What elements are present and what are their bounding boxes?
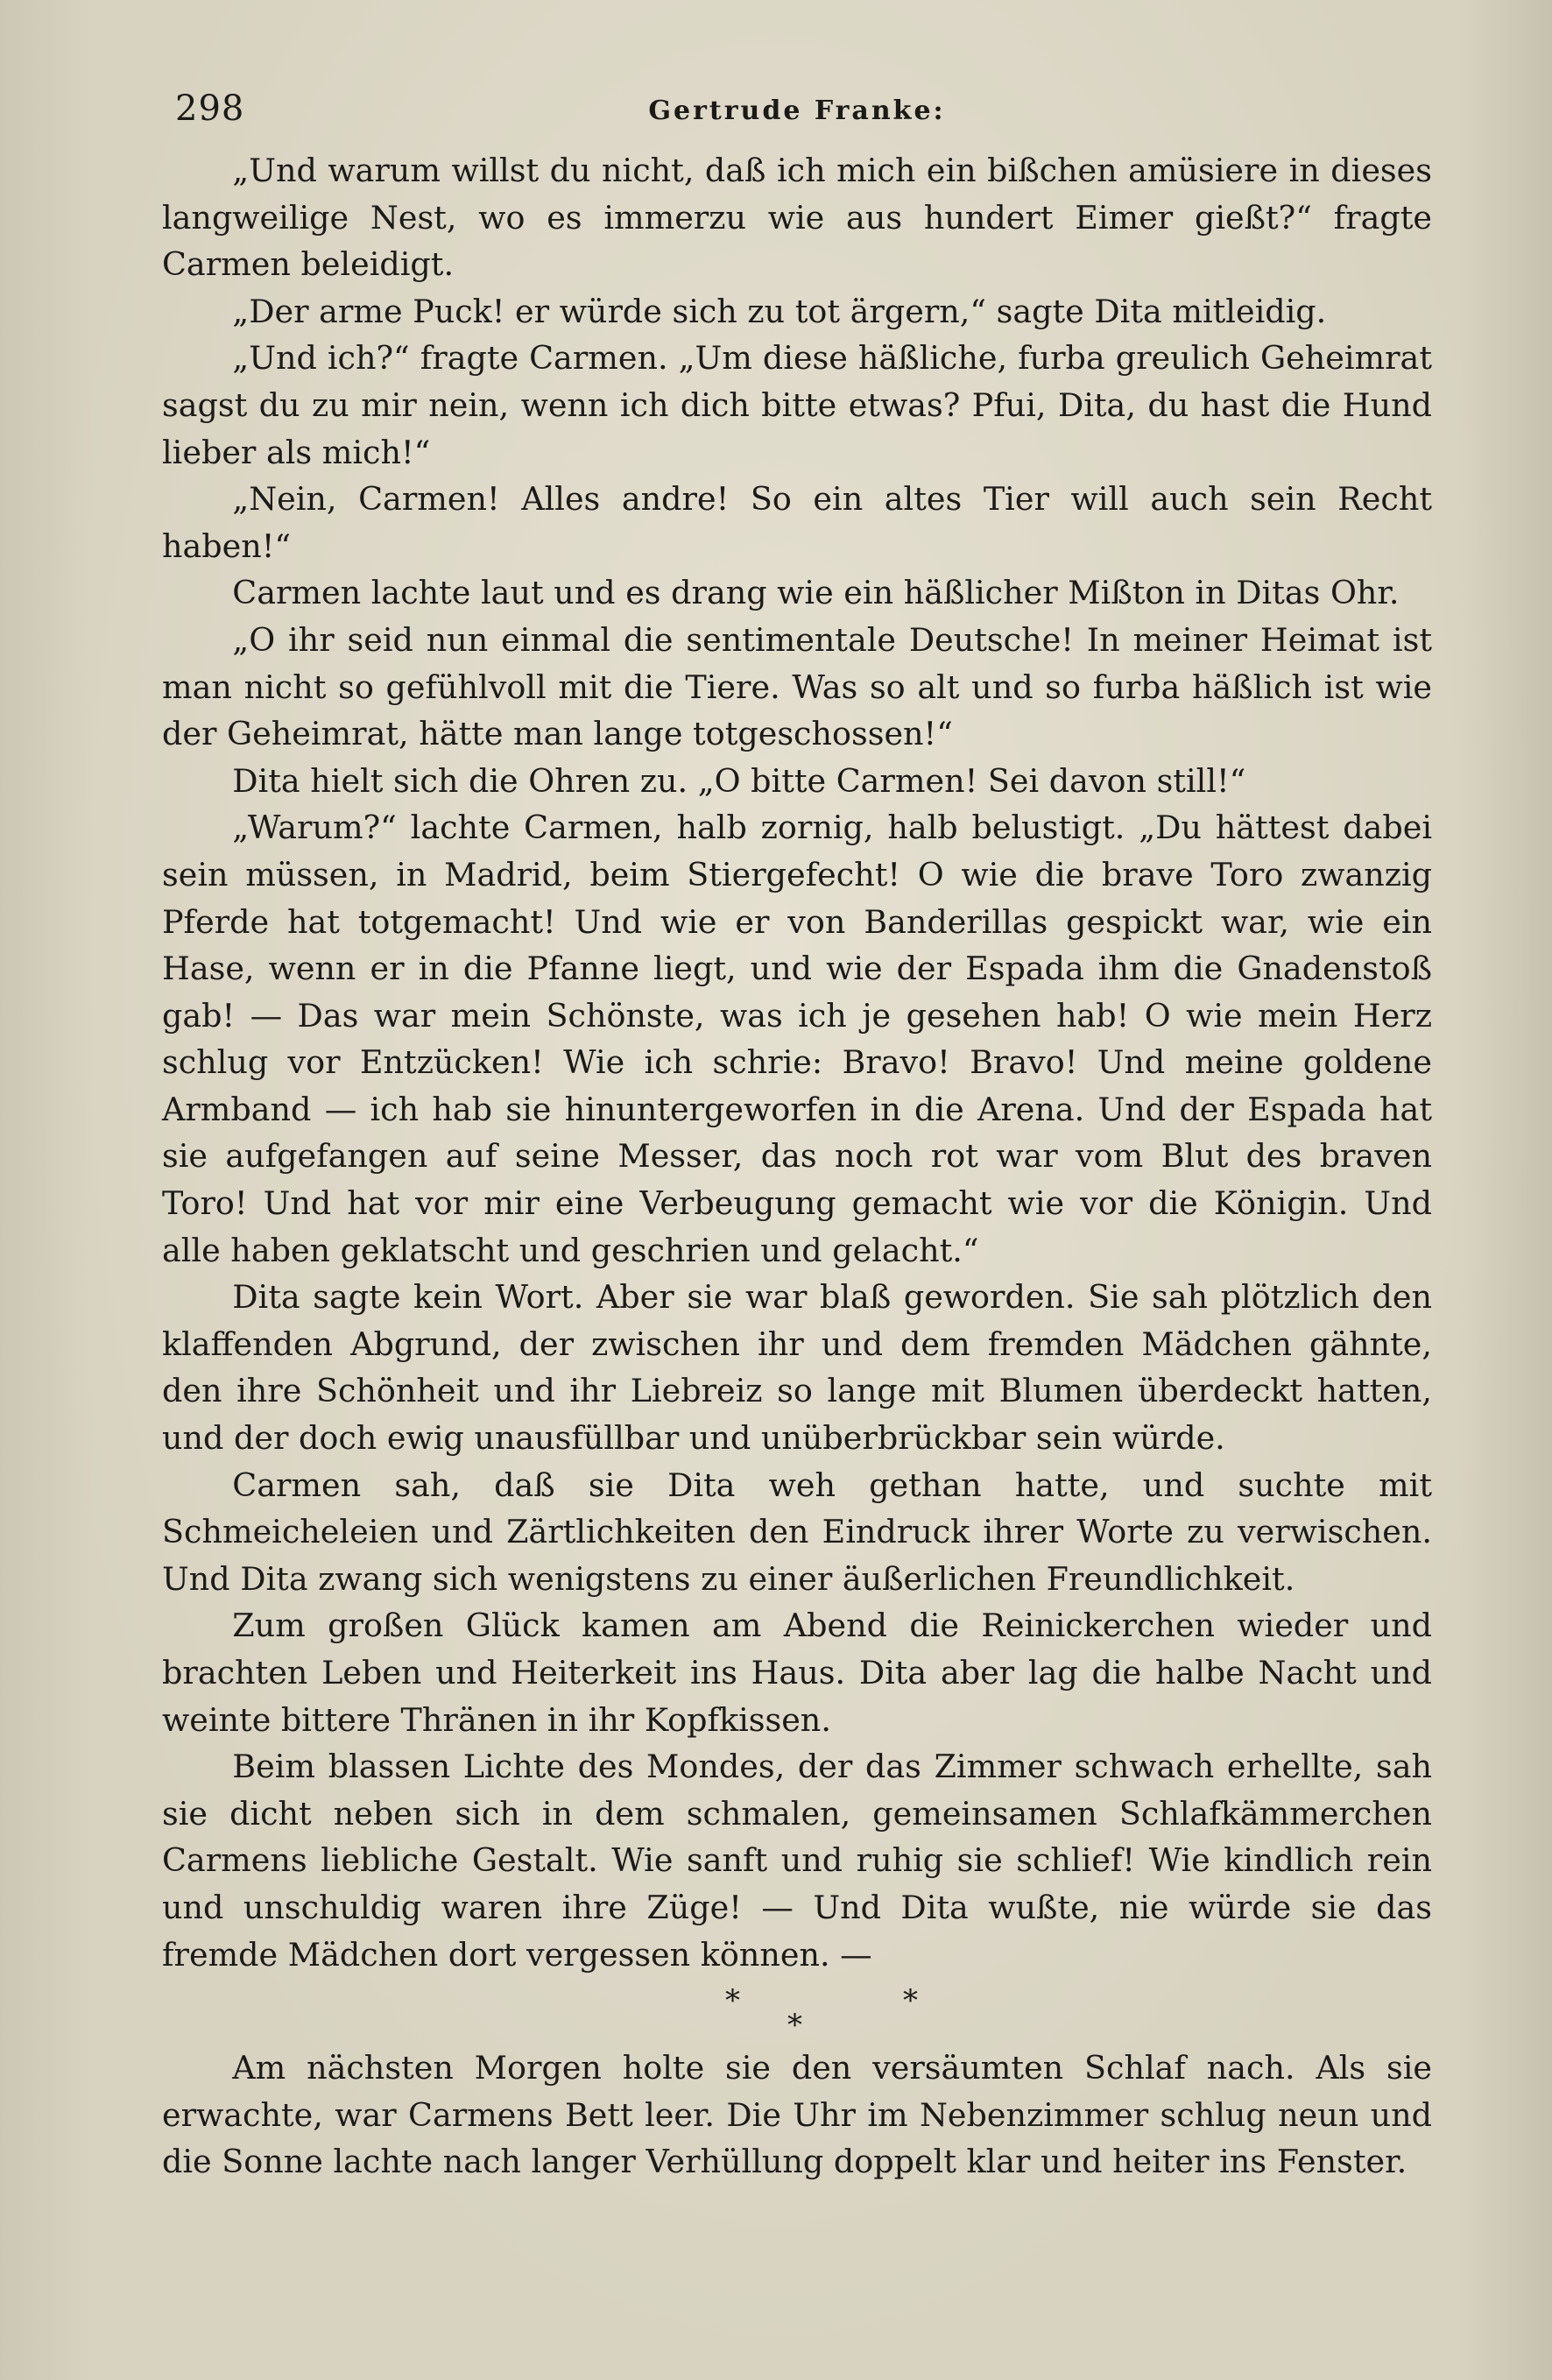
body-text — [162, 147, 1432, 2186]
section-break-asterism — [162, 1978, 1432, 2045]
running-head — [175, 84, 1419, 137]
paragraph: Dita sagte kein Wort. Aber sie war blaß geworden. Sie sah plötzlich den klaffenden Abgrund, der zwischen ihr und dem fremden Mädchen gähnte, den ihre Schönheit und ihr Liebreiz so lange mit Blumen überdeckt hatten, und der doch ewig unausfüllbar und unüberbrückbar sein würde. — [162, 1278, 1432, 1458]
paragraph-final: Am nächsten Morgen holte sie den versäumten Schlaf nach. Als sie erwachte, war Carmens Bett leer. Die Uhr im Nebenzimmer schlug neun und die Sonne lachte nach langer Verhüllung doppelt klar und heiter ins Fenster. — [162, 2049, 1432, 2181]
paragraph: Dita hielt sich die Ohren zu. „O bitte Carmen! Sei davon still!“ — [232, 761, 1246, 800]
paragraph: „Und ich?“ fragte Carmen. „Um diese häßliche, furba greulich Geheimrat sagst du zu mir nein, wenn ich dich bitte etwas? Pfui, Dita, du hast die Hund lieber als mich!“ — [162, 339, 1432, 471]
paragraph: „Nein, Carmen! Alles andre! So ein altes Tier will auch sein Recht haben!“ — [162, 480, 1432, 565]
paragraph: Zum großen Glück kamen am Abend die Reinickerchen wieder und brachten Leben und Heiterkeit ins Haus. Dita aber lag die halbe Nacht und weinte bittere Thränen in ihr Kopfkissen. — [162, 1607, 1432, 1739]
paragraph: Beim blassen Lichte des Mondes, der das Zimmer schwach erhellte, sah sie dicht neben sich in dem schmalen, gemeinsamen Schlafkämmerchen Carmens liebliche Gestalt. Wie sanft und ruhig sie schlief! Wie kindlich rein und unschuldig waren ihre Züge! — Und Dita wußte, nie würde sie das fremde Mädchen dort vergessen können. — — [162, 1748, 1432, 1974]
asterisk: * — [903, 1983, 918, 2019]
running-head-author: Gertrude Franke: — [648, 95, 946, 126]
paragraph: „Und warum willst du nicht, daß ich mich ein bißchen amüsiere in dieses langweilige Nest, wo es immerzu wie aus hundert Eimer gießt?“ fragte Carmen beleidigt. — [162, 152, 1432, 284]
paragraph: „Warum?“ lachte Carmen, halb zornig, halb belustigt. „Du hättest dabei sein müssen, in Madrid, beim Stiergefecht! O wie die brave Toro zwanzig Pferde hat totgemacht! Und wie er von Banderillas gespickt war, wie ein Hase, wenn er in die Pfanne liegt, und wie der Espada ihm die Gnadenstoß gab! — Das war mein Schönste, was ich je gesehen hab! O wie mein Herz schlug vor Entzücken! Wie ich schrie: Bravo! Bravo! Und meine goldene Armband — ich hab sie hinuntergeworfen in die Arena. Und der Espada hat sie aufgefangen auf seine Messer, das noch rot war vom Blut des braven Toro! Und hat vor mir eine Verbeugung gemacht wie vor die Königin. Und alle haben geklatscht und geschrien und gelacht.“ — [162, 809, 1432, 1269]
paragraph: „Der arme Puck! er würde sich zu tot ärgern,“ sagte Dita mitleidig. — [232, 292, 1327, 330]
page-number: 298 — [175, 88, 245, 129]
asterisk: * — [725, 1983, 740, 2019]
paragraph: Carmen sah, daß sie Dita weh gethan hatte, und suchte mit Schmeicheleien und Zärtlichkeiten den Eindruck ihrer Worte zu verwischen. Und Dita zwang sich wenigstens zu einer äußerlichen Freundlichkeit. — [162, 1465, 1432, 1598]
paragraph: „O ihr seid nun einmal die sentimentale Deutsche! In meiner Heimat ist man nicht so gefühlvoll mit die Tiere. Was so alt und so furba häßlich ist wie der Geheimrat, hätte man lange totgeschossen!“ — [162, 620, 1432, 753]
paragraph: Carmen lachte laut und es drang wie ein häßlicher Mißton in Ditas Ohr. — [232, 574, 1400, 612]
asterisk: * — [787, 2008, 802, 2044]
